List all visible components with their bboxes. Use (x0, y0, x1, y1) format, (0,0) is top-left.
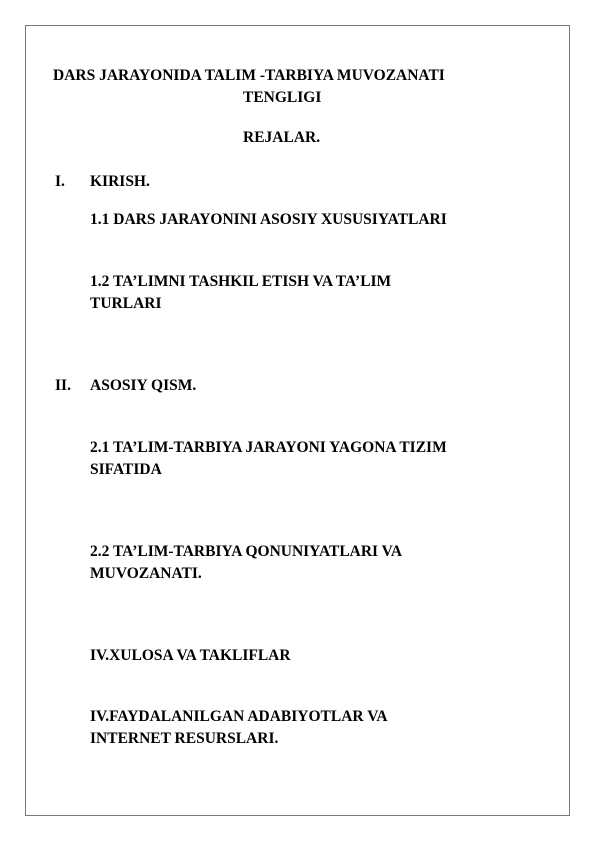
references-line1: IV.FAYDALANILGAN ADABIYOTLAR VA (90, 708, 388, 725)
plans-heading: REJALAR. (243, 129, 321, 146)
section1-title: KIRISH. (90, 173, 150, 190)
section1-item1: 1.1 DARS JARAYONINI ASOSIY XUSUSIYATLARI (90, 211, 447, 228)
document-title-line1: DARS JARAYONIDA TALIM -TARBIYA MUVOZANATI (53, 67, 445, 84)
section2-numeral: II. (55, 377, 71, 394)
section1-numeral: I. (55, 173, 65, 190)
document-title-line2: TENGLIGI (243, 89, 322, 106)
references-line2: INTERNET RESURSLARI. (90, 730, 279, 747)
section2-title: ASOSIY QISM. (90, 377, 197, 394)
section2-item1-line1: 2.1 TA’LIM-TARBIYA JARAYONI YAGONA TIZIM (90, 439, 447, 456)
section1-item2-line2: TURLARI (90, 295, 162, 312)
section2-item1-line2: SIFATIDA (90, 461, 162, 478)
section1-item2-line1: 1.2 TA’LIMNI TASHKIL ETISH VA TA’LIM (90, 273, 392, 290)
conclusion-heading: IV.XULOSA VA TAKLIFLAR (90, 647, 291, 664)
section2-item2-line2: MUVOZANATI. (90, 565, 202, 582)
section2-item2-line1: 2.2 TA’LIM-TARBIYA QONUNIYATLARI VA (90, 543, 403, 560)
